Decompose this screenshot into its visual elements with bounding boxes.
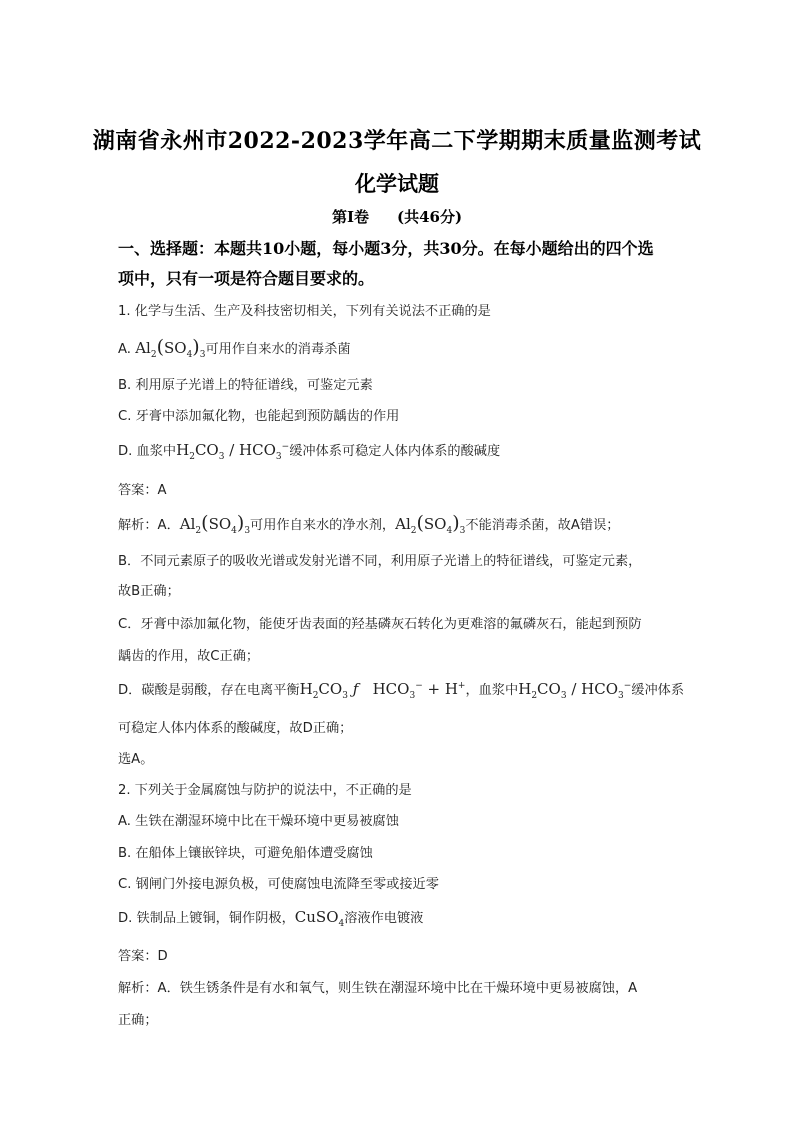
exam-subtitle: 化学试题	[355, 171, 439, 196]
q1-explanation-d-line-2: 可稳定人体内体系的酸碱度，故D正确；	[118, 721, 353, 736]
q1-option-d: D. 血浆中$H_2CO_3 / HCO_3^-$缓冲体系可稳定人体内体系的酸碱度	[118, 441, 501, 462]
formula-cuso4: CuSO$_4$	[294, 908, 345, 929]
q1-explanation-b-line-2: 故B正确；	[118, 584, 180, 599]
q1-stem: 1. 化学与生活、生产及科技密切相关，下列有关说法不正确的是	[118, 304, 491, 319]
q2-option-c: C. 钢闸门外接电源负极，可使腐蚀电流降至零或接近零	[118, 877, 439, 892]
section-heading-line-2: 项中，只有一项是符合题目要求的。	[118, 269, 375, 288]
q1-option-b: B. 利用原子光谱上的特征谱线，可鉴定元素	[118, 378, 373, 393]
formula-h2co3-hco3: $H_2CO_3 / HCO_3^-$	[176, 441, 290, 462]
part-heading	[0, 206, 794, 227]
q1-explanation-c-line-1: C．牙膏中添加氟化物，能使牙齿表面的羟基磷灰石转化为更难溶的氟磷灰石，能起到预防	[118, 617, 642, 632]
q1-explanation-b-line-1: B．不同元素原子的吸收光谱或发射光谱不同，利用原子光谱上的特征谱线，可鉴定元素，	[118, 554, 642, 569]
formula-ionization-equilibrium: $H_2CO_3$ ƒ $HCO_3^- + H^+$	[299, 680, 466, 701]
q1-explanation-c-line-2: 龋齿的作用，故C正确；	[118, 649, 260, 664]
q2-explanation-a-line-2: 正确；	[118, 1013, 158, 1028]
formula-h2co3-hco3: $H_2CO_3 / HCO_3^-$	[518, 680, 632, 701]
q1-option-c: C. 牙膏中添加氟化物，也能起到预防龋齿的作用	[118, 409, 400, 424]
q2-stem: 2. 下列关于金属腐蚀与防护的说法中，不正确的是	[118, 783, 412, 798]
q1-option-a: A. $Al_2(SO_4)_3$可用作自来水的消毒杀菌	[118, 336, 351, 360]
q1-explanation-d-line-1: D．碳酸是弱酸，存在电离平衡$H_2CO_3$ ƒ $HCO_3^- + H^+$，血浆中$H_2CO_3 / HCO_3^-$缓冲体系	[118, 680, 685, 701]
exam-title: 湖南省永州市2022-2023学年高二下学期期末质量监测考试	[92, 128, 702, 154]
formula-al2so43: $Al_2(SO_4)_3$	[395, 512, 466, 536]
q1-choice: 选A。	[118, 752, 154, 767]
q2-option-a: A. 生铁在潮湿环境中比在干燥环境中更易被腐蚀	[118, 814, 399, 829]
part-score: (共46分)	[396, 208, 463, 226]
q2-explanation-a-line-1: 解析：A．铁生锈条件是有水和氧气，则生铁在潮湿环境中比在干燥环境中更易被腐蚀，A	[118, 981, 638, 996]
q2-option-b: B. 在船体上镶嵌锌块，可避免船体遭受腐蚀	[118, 846, 373, 861]
section-heading-line-1: 一、选择题：本题共10小题，每小题3分，共30分。在每小题给出的四个选	[118, 239, 654, 258]
q2-answer: 答案：D	[118, 949, 168, 964]
q1-explanation-a: 解析：A．$Al_2(SO_4)_3$可用作自来水的净水剂，$Al_2(SO_4)_3$不能消毒杀菌，故A错误；	[118, 512, 620, 536]
formula-al2so43: $Al_2(SO_4)_3$	[179, 512, 251, 536]
formula-al2so43: $Al_2(SO_4)_3$	[135, 336, 206, 360]
part-label: 第Ⅰ卷	[331, 208, 369, 226]
q2-option-d: D. 铁制品上镀铜，铜作阴极，CuSO$_4$溶液作电镀液	[118, 908, 424, 929]
q1-answer: 答案：A	[118, 483, 167, 498]
